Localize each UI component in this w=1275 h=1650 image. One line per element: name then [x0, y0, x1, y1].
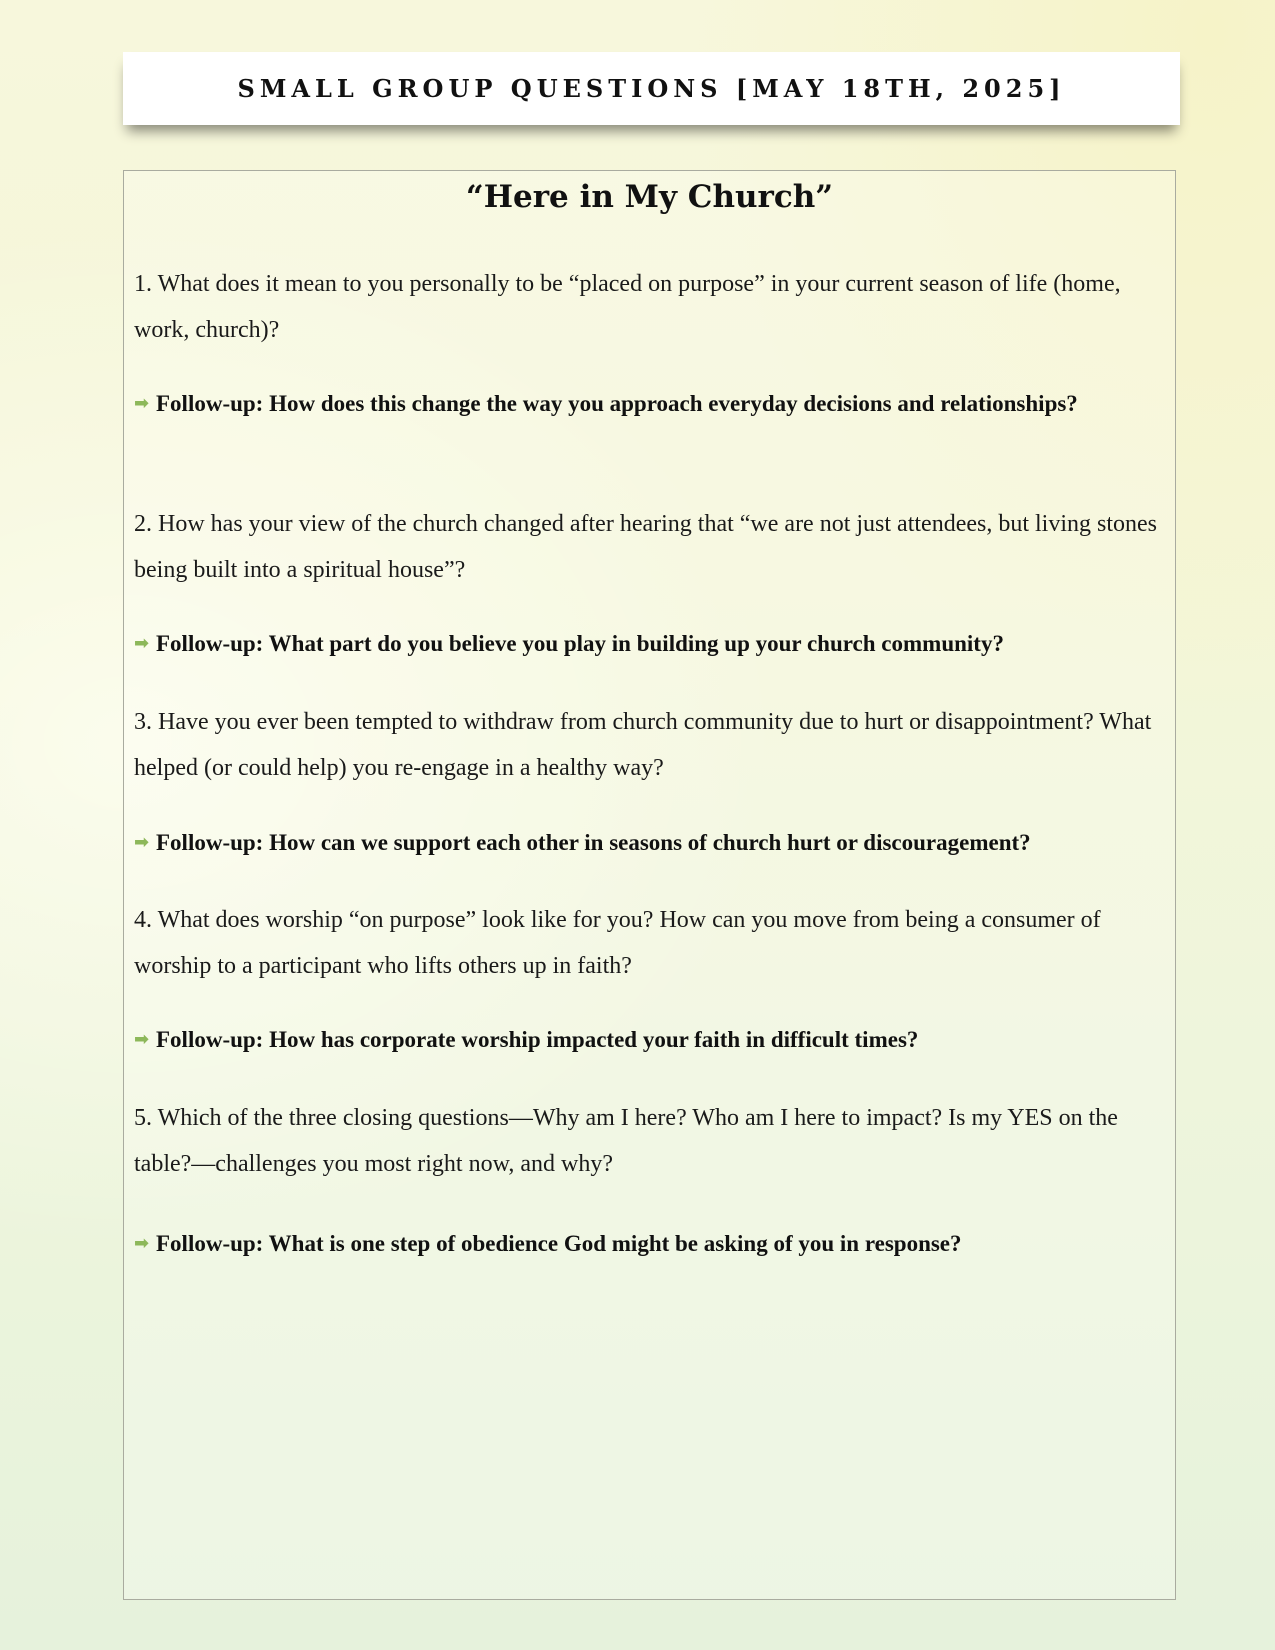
- question-1: 1. What does it mean to you personally to be “placed on purpose” in your current season of life (home, work, church)?: [134, 271, 1121, 343]
- page-header-title: SMALL GROUP QUESTIONS [MAY 18TH, 2025]: [237, 74, 1066, 103]
- arrow-right-icon: ➡: [134, 393, 150, 414]
- followup-4-text: Follow-up: How has corporate worship impacted your faith in difficult times?: [156, 1027, 919, 1052]
- question-5: 5. Which of the three closing questions—Why am I here? Who am I here to impact? Is my YES on the table?—challenges you most right now, and why?: [134, 1105, 1118, 1177]
- question-4: 4. What does worship “on purpose” look like for you? How can you move from being a consumer of worship to a participant who lifts others up in faith?: [134, 907, 1101, 979]
- followup-2: [134, 623, 1154, 665]
- followup-4: [134, 1019, 1154, 1061]
- followup-1: [134, 383, 1154, 425]
- arrow-right-icon: ➡: [134, 1233, 150, 1254]
- followup-2-text: Follow-up: What part do you believe you play in building up your church community?: [156, 631, 1004, 656]
- questions-panel: [123, 170, 1176, 1600]
- arrow-right-icon: ➡: [134, 832, 150, 853]
- question-3: 3. Have you ever been tempted to withdraw from church community due to hurt or disappointment? What helped (or could help) you re-engage in a healthy way?: [134, 709, 1152, 781]
- arrow-right-icon: ➡: [134, 1029, 150, 1050]
- followup-3-text: Follow-up: How can we support each other in seasons of church hurt or discouragement?: [156, 830, 1031, 855]
- document-title: “Here in My Church”: [465, 179, 834, 215]
- arrow-right-icon: ➡: [134, 633, 150, 654]
- header-banner: [123, 52, 1180, 125]
- followup-5: [134, 1223, 1154, 1265]
- followup-5-text: Follow-up: What is one step of obedience God might be asking of you in response?: [156, 1231, 962, 1256]
- followup-3: [134, 822, 1154, 864]
- question-2: 2. How has your view of the church changed after hearing that “we are not just attendees, but living stones being built into a spiritual house”?: [134, 511, 1158, 583]
- followup-1-text: Follow-up: How does this change the way you approach everyday decisions and relationships?: [156, 391, 1078, 416]
